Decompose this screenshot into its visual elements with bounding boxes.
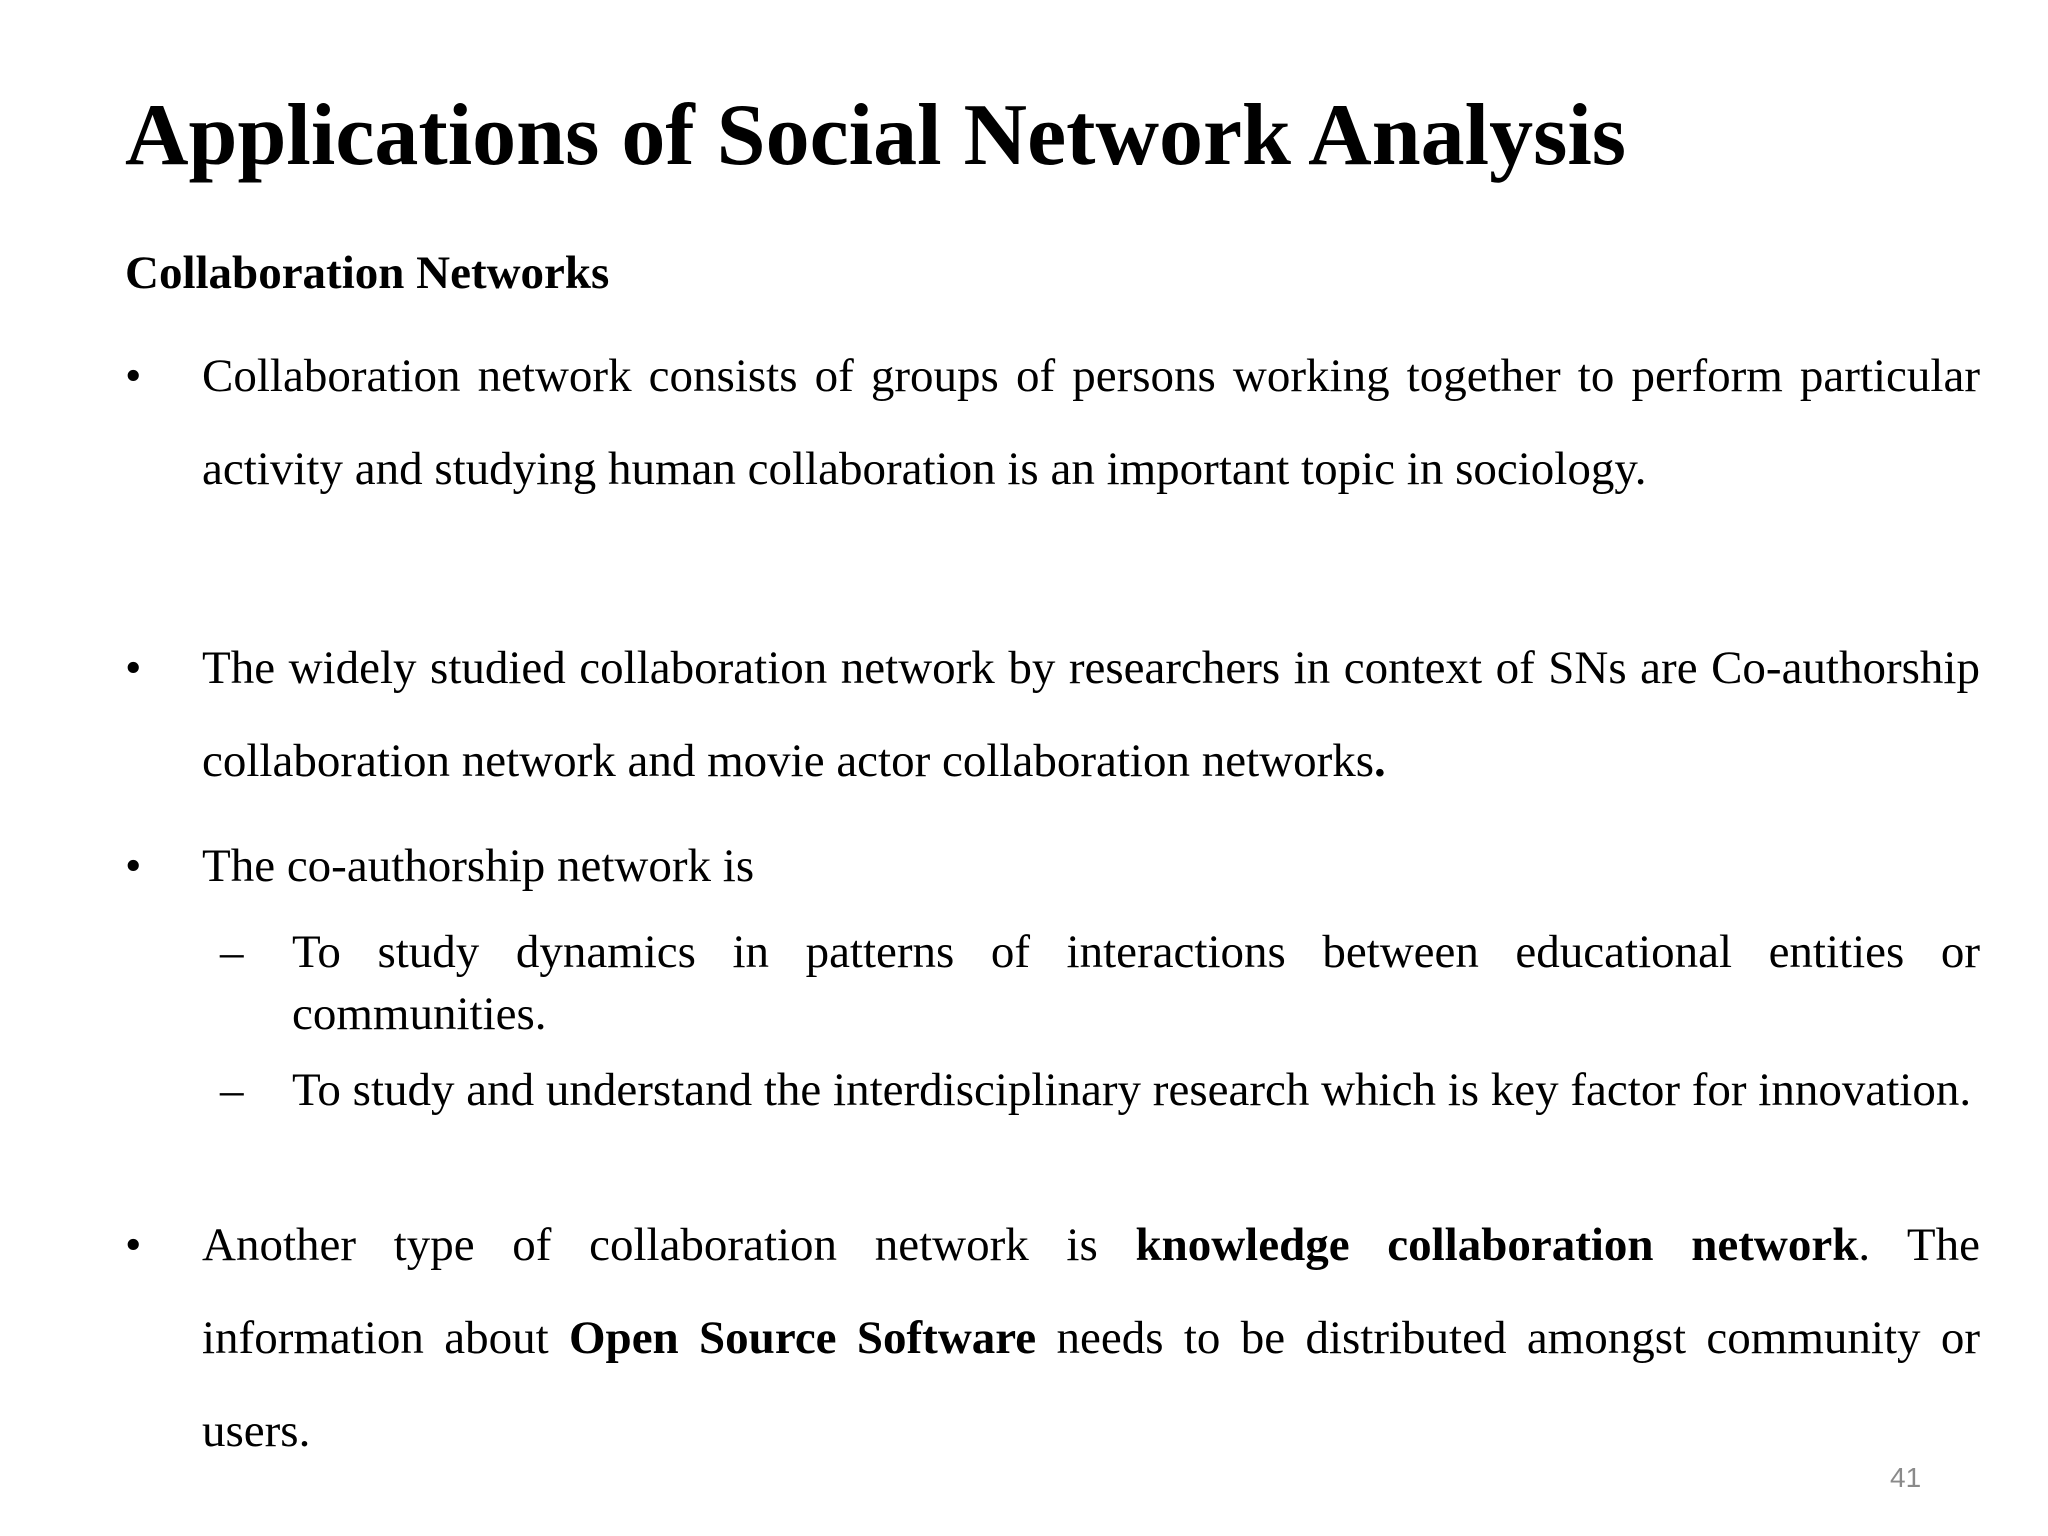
sub-text-1: To study dynamics in patterns of interactions between educational entities or communities. bbox=[292, 926, 1980, 1040]
bullet-text-4 bbox=[202, 1199, 1980, 1478]
sub-text-2: To study and understand the interdisciplinary research which is key factor for innovation. bbox=[292, 1064, 1972, 1116]
bullet-item-1 bbox=[125, 330, 1980, 516]
slide-title: Applications of Social Network Analysis bbox=[125, 87, 1627, 184]
bullet-item-2 bbox=[125, 622, 1980, 808]
bullet-text-4-part1: Another type of collaboration network is bbox=[202, 1219, 1136, 1271]
section-heading: Collaboration Networks bbox=[125, 247, 610, 299]
bullet-text-4-part2: . The information about bbox=[202, 1219, 1980, 1364]
sub-item-2 bbox=[220, 1059, 1980, 1121]
bullet-text-4-bold1: knowledge collaboration network bbox=[1135, 1219, 1859, 1271]
bullet-text-3: The co-authorship network is bbox=[202, 840, 755, 892]
bullet-text-1: Collaboration network consists of groups of persons working together to perform particular activity and studying human collaboration is an important topic in sociology. bbox=[202, 350, 1980, 495]
dash-marker: – bbox=[220, 1064, 244, 1116]
bullet-text-2-main: The widely studied collaboration network by researchers in context of SNs are Co-authorship collaboration network and movie actor collaboration networks bbox=[202, 642, 1980, 787]
bullet-text-4-bold2: Open Source Software bbox=[569, 1312, 1037, 1364]
bullet-text-4-part3: needs to be distributed amongst community or users. bbox=[202, 1312, 1981, 1457]
bullet-text-2 bbox=[202, 622, 1980, 808]
bullet-item-3 bbox=[125, 820, 1980, 913]
page-number: 41 bbox=[1890, 1462, 1922, 1493]
bullet-item-4 bbox=[125, 1199, 1980, 1478]
bullet-marker: • bbox=[125, 1219, 142, 1271]
bullet-text-2-bold-period: . bbox=[1374, 735, 1386, 787]
dash-marker: – bbox=[220, 926, 244, 978]
sub-item-1 bbox=[220, 921, 1980, 1045]
bullet-marker: • bbox=[125, 642, 142, 694]
bullet-marker: • bbox=[125, 350, 142, 402]
bullet-marker: • bbox=[125, 840, 142, 892]
